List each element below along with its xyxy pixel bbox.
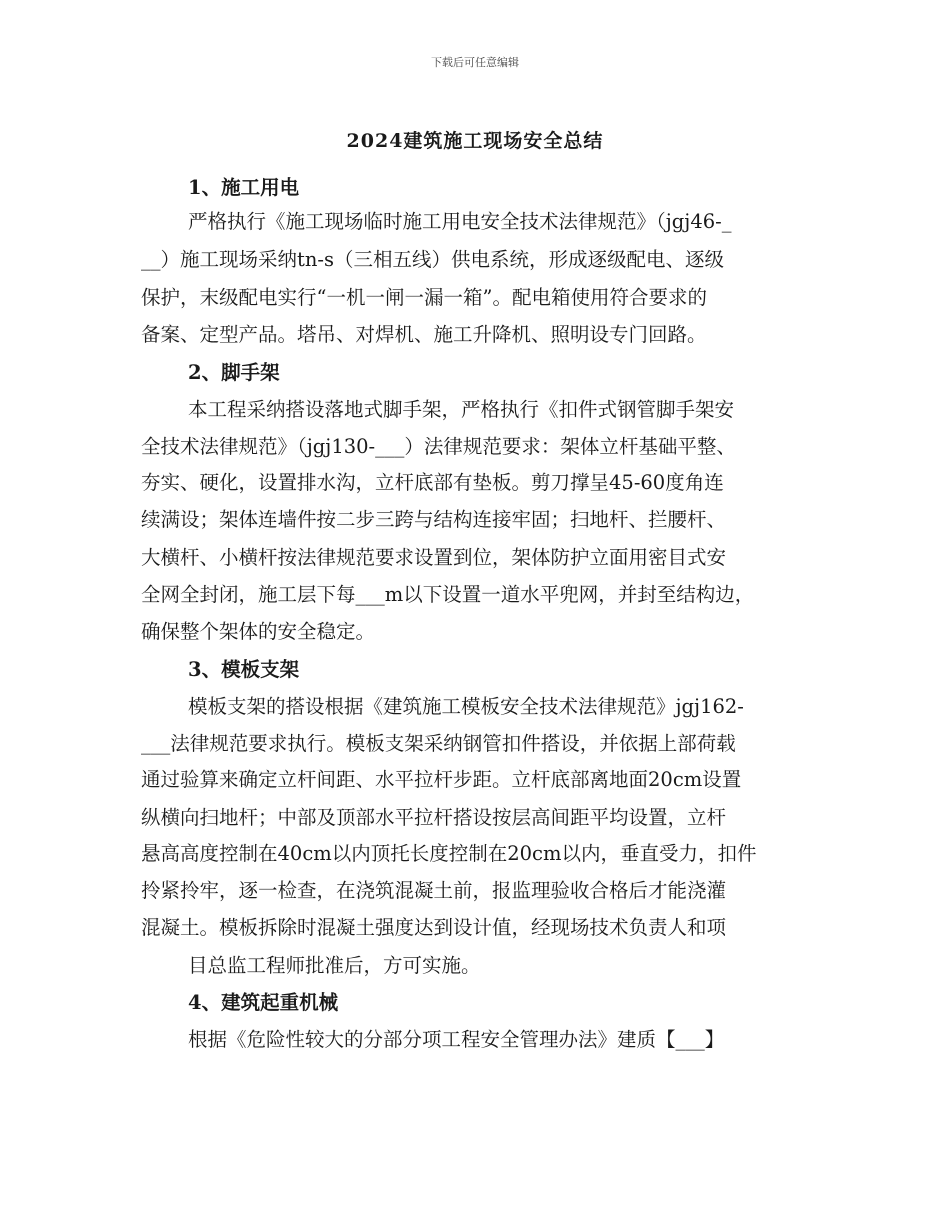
- paragraph-line: 通过验算来确定立杆间距、水平拉杆步距。立杆底部离地面20cm设置: [141, 768, 742, 791]
- section-heading: 4、建筑起重机械: [188, 991, 339, 1014]
- paragraph-line: 目总监工程师批准后，方可实施。: [188, 954, 481, 977]
- paragraph-line: 混凝土。模板拆除时混凝土强度达到设计值，经现场技术负责人和项: [141, 916, 727, 939]
- document-title: 2024建筑施工现场安全总结: [346, 130, 604, 152]
- paragraph-line: 本工程采纳搭设落地式脚手架，严格执行《扣件式钢管脚手架安: [188, 398, 735, 421]
- paragraph-line: 夯实、硬化，设置排水沟，立杆底部有垫板。剪刀撑呈45-60度角连: [141, 471, 724, 494]
- paragraph-line: 大横杆、小横杆按法律规范要求设置到位，架体防护立面用密目式安: [141, 546, 727, 569]
- section-heading: 3、模板支架: [188, 658, 300, 681]
- paragraph-line: 全网全封闭，施工层下每___m以下设置一道水平兜网，并封至结构边，: [141, 583, 755, 606]
- paragraph-line: 保护，末级配电实行“一机一闸一漏一箱”。配电箱使用符合要求的: [141, 286, 707, 309]
- paragraph-line: 拎紧拎牢，逐一检查，在浇筑混凝土前，报监理验收合格后才能浇灌: [141, 879, 727, 902]
- paragraph-line: 纵横向扫地杆；中部及顶部水平拉杆搭设按层高间距平均设置，立杆: [141, 806, 727, 829]
- paragraph-line: 确保整个架体的安全稳定。: [141, 620, 376, 643]
- paragraph-line: 全技术法律规范》（jgj130-___）法律规范要求：架体立杆基础平整、: [141, 435, 736, 458]
- section-heading: 2、脚手架: [188, 361, 280, 384]
- section-heading: 1、施工用电: [188, 176, 300, 199]
- paragraph-line: 根据《危险性较大的分部分项工程安全管理办法》建质【___】: [188, 1028, 725, 1051]
- paragraph-line: 悬高高度控制在40cm以内顶托长度控制在20cm以内，垂直受力，扣件: [141, 842, 757, 865]
- paragraph-line: 续满设；架体连墙件按二步三跨与结构连接牢固；扫地杆、拦腰杆、: [141, 508, 727, 531]
- paragraph-line: 模板支架的搭设根据《建筑施工模板安全技术法律规范》jgj162-: [188, 695, 744, 718]
- paragraph-line: 严格执行《施工现场临时施工用电安全技术法律规范》（jgj46-_: [188, 210, 732, 233]
- header-note: 下载后可任意编辑: [431, 56, 519, 69]
- paragraph-line: 备案、定型产品。塔吊、对焊机、施工升降机、照明设专门回路。: [141, 323, 707, 346]
- paragraph-line: __）施工现场采纳tn-s（三相五线）供电系统，形成逐级配电、逐级: [141, 248, 724, 271]
- paragraph-line: ___法律规范要求执行。模板支架采纳钢管扣件搭设，并依据上部荷载: [141, 732, 736, 755]
